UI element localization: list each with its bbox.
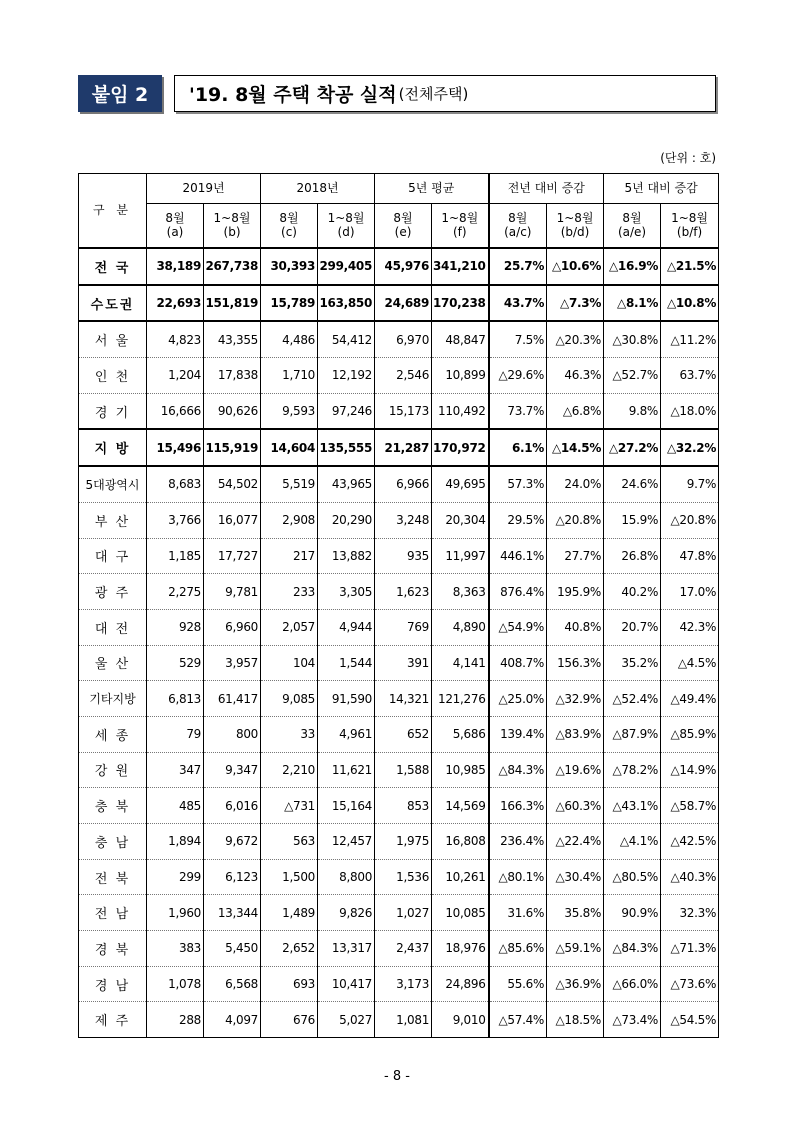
table-cell: 299,405 — [318, 248, 375, 285]
row-label: 수도권 — [79, 285, 147, 322]
table-cell: 676 — [261, 1002, 318, 1038]
table-cell: 383 — [147, 931, 204, 967]
table-cell: 408.7% — [489, 645, 547, 681]
table-cell: 31.6% — [489, 895, 547, 931]
table-cell: 652 — [375, 716, 432, 752]
table-cell: △84.3% — [489, 752, 547, 788]
row-label: 경 남 — [79, 966, 147, 1002]
table-cell: 1,081 — [375, 1002, 432, 1038]
header-sub: 1~8월 (b/f) — [661, 204, 719, 249]
row-label: 대 전 — [79, 609, 147, 645]
table-cell: 3,248 — [375, 502, 432, 538]
table-cell: 13,882 — [318, 538, 375, 574]
table-cell: 4,141 — [432, 645, 489, 681]
table-cell: 9.7% — [661, 466, 719, 502]
table-cell: 9,672 — [204, 824, 261, 860]
table-row — [79, 538, 719, 574]
table-cell: 6,960 — [204, 609, 261, 645]
table-cell: 4,097 — [204, 1002, 261, 1038]
table-cell: 12,457 — [318, 824, 375, 860]
unit-note: (단위 : 호) — [660, 151, 716, 165]
table-cell: 24.0% — [547, 466, 604, 502]
table-cell: 22,693 — [147, 285, 204, 322]
table-cell: 90.9% — [604, 895, 661, 931]
table-cell: 5,686 — [432, 716, 489, 752]
table-cell: 347 — [147, 752, 204, 788]
table-cell: 3,305 — [318, 574, 375, 610]
table-cell: 15.9% — [604, 502, 661, 538]
table-cell: 5,450 — [204, 931, 261, 967]
table-cell: 38,189 — [147, 248, 204, 285]
table-cell: 8,800 — [318, 859, 375, 895]
table-cell: △85.6% — [489, 931, 547, 967]
table-cell: 9,781 — [204, 574, 261, 610]
header-sub: 1~8월 (d) — [318, 204, 375, 249]
table-cell: 8,363 — [432, 574, 489, 610]
table-cell: 1,975 — [375, 824, 432, 860]
table-cell: △30.4% — [547, 859, 604, 895]
row-label: 전 북 — [79, 859, 147, 895]
table-row — [79, 681, 719, 717]
row-label: 인 천 — [79, 358, 147, 394]
table-cell: 40.2% — [604, 574, 661, 610]
page-title: '19. 8월 주택 착공 실적 — [189, 84, 397, 106]
table-row — [79, 716, 719, 752]
table-cell: 6.1% — [489, 429, 547, 466]
table-row — [79, 895, 719, 931]
table-cell: 115,919 — [204, 429, 261, 466]
table-cell: 1,623 — [375, 574, 432, 610]
table-cell: 6,966 — [375, 466, 432, 502]
table-cell: 57.3% — [489, 466, 547, 502]
table-cell: 79 — [147, 716, 204, 752]
table-cell: 20,290 — [318, 502, 375, 538]
table-cell: 1,960 — [147, 895, 204, 931]
table-cell: 17,838 — [204, 358, 261, 394]
table-cell: 341,210 — [432, 248, 489, 285]
table-cell: △10.8% — [661, 285, 719, 322]
table-cell: 11,997 — [432, 538, 489, 574]
table-cell: 16,808 — [432, 824, 489, 860]
housing-starts-table — [78, 173, 719, 1038]
table-cell: 1,894 — [147, 824, 204, 860]
table-row — [79, 429, 719, 466]
row-label: 충 북 — [79, 788, 147, 824]
table-cell: 4,823 — [147, 321, 204, 357]
table-cell: 121,276 — [432, 681, 489, 717]
table-cell: 24,689 — [375, 285, 432, 322]
table-cell: △87.9% — [604, 716, 661, 752]
table-cell: 4,486 — [261, 321, 318, 357]
table-cell: 63.7% — [661, 358, 719, 394]
table-cell: △30.8% — [604, 321, 661, 357]
row-label: 5대광역시 — [79, 466, 147, 502]
table-cell: 485 — [147, 788, 204, 824]
table-cell: △73.4% — [604, 1002, 661, 1038]
table-cell: 15,789 — [261, 285, 318, 322]
page-subtitle: (전체주택) — [398, 85, 469, 103]
table-cell: 139.4% — [489, 716, 547, 752]
table-cell: 14,569 — [432, 788, 489, 824]
table-cell: 73.7% — [489, 393, 547, 429]
table-cell: △84.3% — [604, 931, 661, 967]
row-label: 대 구 — [79, 538, 147, 574]
table-cell: △36.9% — [547, 966, 604, 1002]
table-cell: 8,683 — [147, 466, 204, 502]
row-label: 제 주 — [79, 1002, 147, 1038]
header-group: 2019년 — [147, 174, 261, 204]
table-cell: 5,519 — [261, 466, 318, 502]
table-cell: 27.7% — [547, 538, 604, 574]
table-cell: 693 — [261, 966, 318, 1002]
table-cell: 10,085 — [432, 895, 489, 931]
table-cell: 1,544 — [318, 645, 375, 681]
table-cell: 166.3% — [489, 788, 547, 824]
table-cell: 40.8% — [547, 609, 604, 645]
table-cell: 3,173 — [375, 966, 432, 1002]
table-cell: △20.8% — [547, 502, 604, 538]
table-row — [79, 358, 719, 394]
table-cell: 876.4% — [489, 574, 547, 610]
table-cell: 9,593 — [261, 393, 318, 429]
row-label: 울 산 — [79, 645, 147, 681]
header-row-sub — [79, 204, 719, 249]
table-cell: 54,412 — [318, 321, 375, 357]
row-label: 경 기 — [79, 393, 147, 429]
row-label: 강 원 — [79, 752, 147, 788]
header-row-groups — [79, 174, 719, 204]
table-cell: 3,766 — [147, 502, 204, 538]
table-cell: 170,972 — [432, 429, 489, 466]
table-cell: 16,666 — [147, 393, 204, 429]
table-cell: △52.7% — [604, 358, 661, 394]
table-cell: △40.3% — [661, 859, 719, 895]
table-cell: 35.2% — [604, 645, 661, 681]
table-cell: 54,502 — [204, 466, 261, 502]
header-category: 구 분 — [79, 174, 147, 249]
table-cell: △52.4% — [604, 681, 661, 717]
table-cell: 43.7% — [489, 285, 547, 322]
table-cell: 2,057 — [261, 609, 318, 645]
table-cell: △54.9% — [489, 609, 547, 645]
row-label: 충 남 — [79, 824, 147, 860]
table-cell: △80.5% — [604, 859, 661, 895]
table-cell: 529 — [147, 645, 204, 681]
table-cell: 6,970 — [375, 321, 432, 357]
table-cell: 45,976 — [375, 248, 432, 285]
table-row — [79, 466, 719, 502]
table-cell: 1,536 — [375, 859, 432, 895]
table-cell: △7.3% — [547, 285, 604, 322]
table-cell: △32.2% — [661, 429, 719, 466]
table-cell: 217 — [261, 538, 318, 574]
table-cell: 935 — [375, 538, 432, 574]
table-cell: 769 — [375, 609, 432, 645]
header-sub: 1~8월 (b) — [204, 204, 261, 249]
table-cell: 2,546 — [375, 358, 432, 394]
table-row — [79, 574, 719, 610]
row-label: 광 주 — [79, 574, 147, 610]
title-box — [174, 75, 716, 112]
table-row — [79, 609, 719, 645]
table-row — [79, 321, 719, 357]
table-cell: 1,204 — [147, 358, 204, 394]
badge-label: 붙임 2 — [91, 84, 149, 106]
table-cell: 1,588 — [375, 752, 432, 788]
row-label: 지 방 — [79, 429, 147, 466]
row-label: 기타지방 — [79, 681, 147, 717]
row-label: 부 산 — [79, 502, 147, 538]
table-cell: 299 — [147, 859, 204, 895]
table-cell: 10,417 — [318, 966, 375, 1002]
table-cell: △18.5% — [547, 1002, 604, 1038]
table-cell: 1,489 — [261, 895, 318, 931]
table-cell: △73.6% — [661, 966, 719, 1002]
table-cell: 4,961 — [318, 716, 375, 752]
table-cell: 267,738 — [204, 248, 261, 285]
table-cell: 853 — [375, 788, 432, 824]
table-cell: 928 — [147, 609, 204, 645]
table-cell: 156.3% — [547, 645, 604, 681]
table-cell: 233 — [261, 574, 318, 610]
header-sub: 1~8월 (b/d) — [547, 204, 604, 249]
table-cell: △20.8% — [661, 502, 719, 538]
table-row — [79, 248, 719, 285]
table-cell: 236.4% — [489, 824, 547, 860]
table-cell: 170,238 — [432, 285, 489, 322]
table-cell: 2,275 — [147, 574, 204, 610]
table-cell: 42.3% — [661, 609, 719, 645]
table-cell: 10,261 — [432, 859, 489, 895]
table-cell: 90,626 — [204, 393, 261, 429]
table-cell: 4,890 — [432, 609, 489, 645]
table-cell: △16.9% — [604, 248, 661, 285]
table-cell: △18.0% — [661, 393, 719, 429]
header-sub: 1~8월 (f) — [432, 204, 489, 249]
table-cell: 1,027 — [375, 895, 432, 931]
table-cell: △58.7% — [661, 788, 719, 824]
table-cell: 18,976 — [432, 931, 489, 967]
row-label: 서 울 — [79, 321, 147, 357]
table-cell: 16,077 — [204, 502, 261, 538]
attachment-badge — [78, 75, 162, 112]
table-row — [79, 824, 719, 860]
table-cell: 13,344 — [204, 895, 261, 931]
table-cell: 1,710 — [261, 358, 318, 394]
header-sub: 8월 (a/e) — [604, 204, 661, 249]
table-cell: 17.0% — [661, 574, 719, 610]
table-cell: 151,819 — [204, 285, 261, 322]
table-row — [79, 788, 719, 824]
table-cell: 9,010 — [432, 1002, 489, 1038]
table-cell: △43.1% — [604, 788, 661, 824]
table-cell: 1,500 — [261, 859, 318, 895]
header-sub: 8월 (a/c) — [489, 204, 547, 249]
table-cell: 55.6% — [489, 966, 547, 1002]
table-cell: 1,185 — [147, 538, 204, 574]
row-label: 경 북 — [79, 931, 147, 967]
table-cell: 6,568 — [204, 966, 261, 1002]
table-cell: 24.6% — [604, 466, 661, 502]
table-cell: 15,173 — [375, 393, 432, 429]
table-cell: 6,123 — [204, 859, 261, 895]
table-row — [79, 931, 719, 967]
table-cell: 14,604 — [261, 429, 318, 466]
row-label: 전 국 — [79, 248, 147, 285]
table-cell: 288 — [147, 1002, 204, 1038]
table-cell: △6.8% — [547, 393, 604, 429]
table-cell: 30,393 — [261, 248, 318, 285]
header-group: 2018년 — [261, 174, 375, 204]
table-cell: 9,826 — [318, 895, 375, 931]
table-cell: 3,957 — [204, 645, 261, 681]
table-cell: △32.9% — [547, 681, 604, 717]
table-cell: 14,321 — [375, 681, 432, 717]
table-cell: 97,246 — [318, 393, 375, 429]
table-row — [79, 1002, 719, 1038]
table-cell: 6,016 — [204, 788, 261, 824]
table-cell: 26.8% — [604, 538, 661, 574]
table-cell: 10,985 — [432, 752, 489, 788]
table-cell: 2,908 — [261, 502, 318, 538]
table-cell: 29.5% — [489, 502, 547, 538]
table-cell: 91,590 — [318, 681, 375, 717]
table-cell: 12,192 — [318, 358, 375, 394]
table-cell: 2,210 — [261, 752, 318, 788]
table-cell: △83.9% — [547, 716, 604, 752]
table-cell: 135,555 — [318, 429, 375, 466]
table-cell: 110,492 — [432, 393, 489, 429]
table-cell: 43,355 — [204, 321, 261, 357]
table-cell: 2,437 — [375, 931, 432, 967]
table-cell: 9,347 — [204, 752, 261, 788]
table-cell: △11.2% — [661, 321, 719, 357]
table-cell: △85.9% — [661, 716, 719, 752]
table-cell: 25.7% — [489, 248, 547, 285]
header-group: 5년 대비 증감 — [604, 174, 719, 204]
header-sub: 8월 (a) — [147, 204, 204, 249]
table-row — [79, 859, 719, 895]
table-cell: 15,496 — [147, 429, 204, 466]
table-cell: △29.6% — [489, 358, 547, 394]
table-cell: △42.5% — [661, 824, 719, 860]
table-cell: △14.9% — [661, 752, 719, 788]
table-cell: 48,847 — [432, 321, 489, 357]
header-group: 5년 평균 — [375, 174, 489, 204]
table-cell: △60.3% — [547, 788, 604, 824]
table-row — [79, 752, 719, 788]
table-cell: 35.8% — [547, 895, 604, 931]
table-cell: △19.6% — [547, 752, 604, 788]
table-cell: △71.3% — [661, 931, 719, 967]
table-cell: 163,850 — [318, 285, 375, 322]
table-cell: 391 — [375, 645, 432, 681]
table-cell: 13,317 — [318, 931, 375, 967]
table-cell: 20,304 — [432, 502, 489, 538]
table-cell: △27.2% — [604, 429, 661, 466]
table-cell: 46.3% — [547, 358, 604, 394]
table-cell: △8.1% — [604, 285, 661, 322]
table-cell: 17,727 — [204, 538, 261, 574]
table-cell: 9.8% — [604, 393, 661, 429]
table-cell: 24,896 — [432, 966, 489, 1002]
table-row — [79, 966, 719, 1002]
table-cell: △10.6% — [547, 248, 604, 285]
table-cell: 11,621 — [318, 752, 375, 788]
table-cell: 446.1% — [489, 538, 547, 574]
table-row — [79, 502, 719, 538]
table-row — [79, 393, 719, 429]
row-label: 전 남 — [79, 895, 147, 931]
table-cell: △4.1% — [604, 824, 661, 860]
table-cell: 61,417 — [204, 681, 261, 717]
table-cell: 195.9% — [547, 574, 604, 610]
table-cell: 2,652 — [261, 931, 318, 967]
table-cell: 21,287 — [375, 429, 432, 466]
table-cell: 7.5% — [489, 321, 547, 357]
table-cell: 5,027 — [318, 1002, 375, 1038]
table-cell: △25.0% — [489, 681, 547, 717]
table-cell: △49.4% — [661, 681, 719, 717]
table-cell: 800 — [204, 716, 261, 752]
table-cell: △78.2% — [604, 752, 661, 788]
table-cell: 563 — [261, 824, 318, 860]
table-cell: 10,899 — [432, 358, 489, 394]
table-cell: △4.5% — [661, 645, 719, 681]
table-cell: 15,164 — [318, 788, 375, 824]
header-group: 전년 대비 증감 — [489, 174, 604, 204]
table-cell: 6,813 — [147, 681, 204, 717]
table-cell: △20.3% — [547, 321, 604, 357]
table-cell: 4,944 — [318, 609, 375, 645]
header-sub: 8월 (c) — [261, 204, 318, 249]
table-cell: △22.4% — [547, 824, 604, 860]
table-cell: △66.0% — [604, 966, 661, 1002]
table-cell: 20.7% — [604, 609, 661, 645]
table-cell: 9,085 — [261, 681, 318, 717]
table-row — [79, 645, 719, 681]
row-label: 세 종 — [79, 716, 147, 752]
table-cell: △21.5% — [661, 248, 719, 285]
table-cell: △57.4% — [489, 1002, 547, 1038]
table-cell: 104 — [261, 645, 318, 681]
table-cell: 43,965 — [318, 466, 375, 502]
header-sub: 8월 (e) — [375, 204, 432, 249]
table-cell: 33 — [261, 716, 318, 752]
table-cell: 49,695 — [432, 466, 489, 502]
table-cell: △731 — [261, 788, 318, 824]
page-number: - 8 - — [384, 1069, 410, 1084]
table-cell: △54.5% — [661, 1002, 719, 1038]
table-cell: △14.5% — [547, 429, 604, 466]
table-cell: △59.1% — [547, 931, 604, 967]
table-cell: △80.1% — [489, 859, 547, 895]
table-cell: 47.8% — [661, 538, 719, 574]
table-cell: 32.3% — [661, 895, 719, 931]
table-row — [79, 285, 719, 322]
table-cell: 1,078 — [147, 966, 204, 1002]
